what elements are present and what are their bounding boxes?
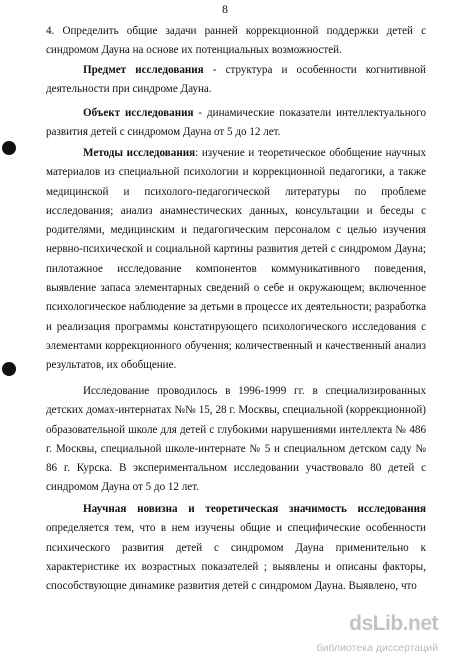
paragraph-methods <box>46 144 426 376</box>
paragraph-task-4 <box>46 22 426 61</box>
paragraph-subject <box>46 61 426 100</box>
watermark-logo: dsLib.net <box>349 612 438 635</box>
paragraph-term: Научная новизна и теоретическая значимость исследования <box>83 503 426 515</box>
paragraph-novelty <box>46 500 426 596</box>
paragraph-conducted <box>46 382 426 498</box>
page-number: 8 <box>222 2 228 16</box>
paragraph-text: : изучение и теоретическое обобщение научных материалов из специальной психологии и коррекционной педагогики, а также медицинской и психолого-педагогической литературы по проблеме исследования; анализ анамнестических данных, консультации и беседы с родителями, медицинским и педагогическим персоналом с целью изучения нервно-психической и социальной картины развития детей с синдромом Дауна; пилотажное исследование компонентов коммуникативного поведения, выявление запаса элементарных сведений о себе и окружающем; включенное психологическое наблюдение за детьми в процессе их деятельности; разработка и реализация программы констатирующего психологического исследования с элементами коррекционного обучения; количественный и качественный анализ результатов, их обобщение. <box>46 147 426 372</box>
paragraph-term: Объект исследования <box>83 107 194 119</box>
paragraph-term: Предмет исследования <box>83 64 204 76</box>
watermark <box>318 612 438 654</box>
paragraph-text: Исследование проводилось в 1996-1999 гг. в специализированных детских домах-интернатах №№ 15, 28 г. Москвы, специальной (коррекционной) образовательной школе для детей с глубокими нарушениями интеллекта № 486 г. Москвы, специальной школе-интернате № 5 и специальном детском саду № 86 г. Курска. В экспериментальном исследовании участвовало 80 детей с синдромом Дауна от 5 до 12 лет. <box>46 385 426 494</box>
paragraph-object <box>46 104 426 143</box>
binder-hole-bottom <box>2 362 16 376</box>
paragraph-term: Методы исследования <box>83 147 196 159</box>
paragraph-text: - динамические показатели интеллектуального развития детей с синдромом Дауна от 5 до 12 лет. <box>46 107 426 139</box>
watermark-caption: библиотека диссертаций <box>316 642 438 654</box>
paragraph-text: - структура и особенности когнитивной деятельности при синдроме Дауна. <box>46 64 426 96</box>
paragraph-text: определяется тем, что в нем изучены общие и специфические особенности психического развития детей с синдромом Дауна применительно к характеристике их возрастных показателей ; выявлены и описаны факторы, способствующие динамике развития детей с синдромом Дауна. Выявлено, что <box>46 522 426 593</box>
paragraph-text: 4. Определить общие задачи ранней коррекционной поддержки детей с синдромом Дауна на основе их потенциальных возможностей. <box>46 25 426 57</box>
binder-hole-top <box>2 141 16 155</box>
